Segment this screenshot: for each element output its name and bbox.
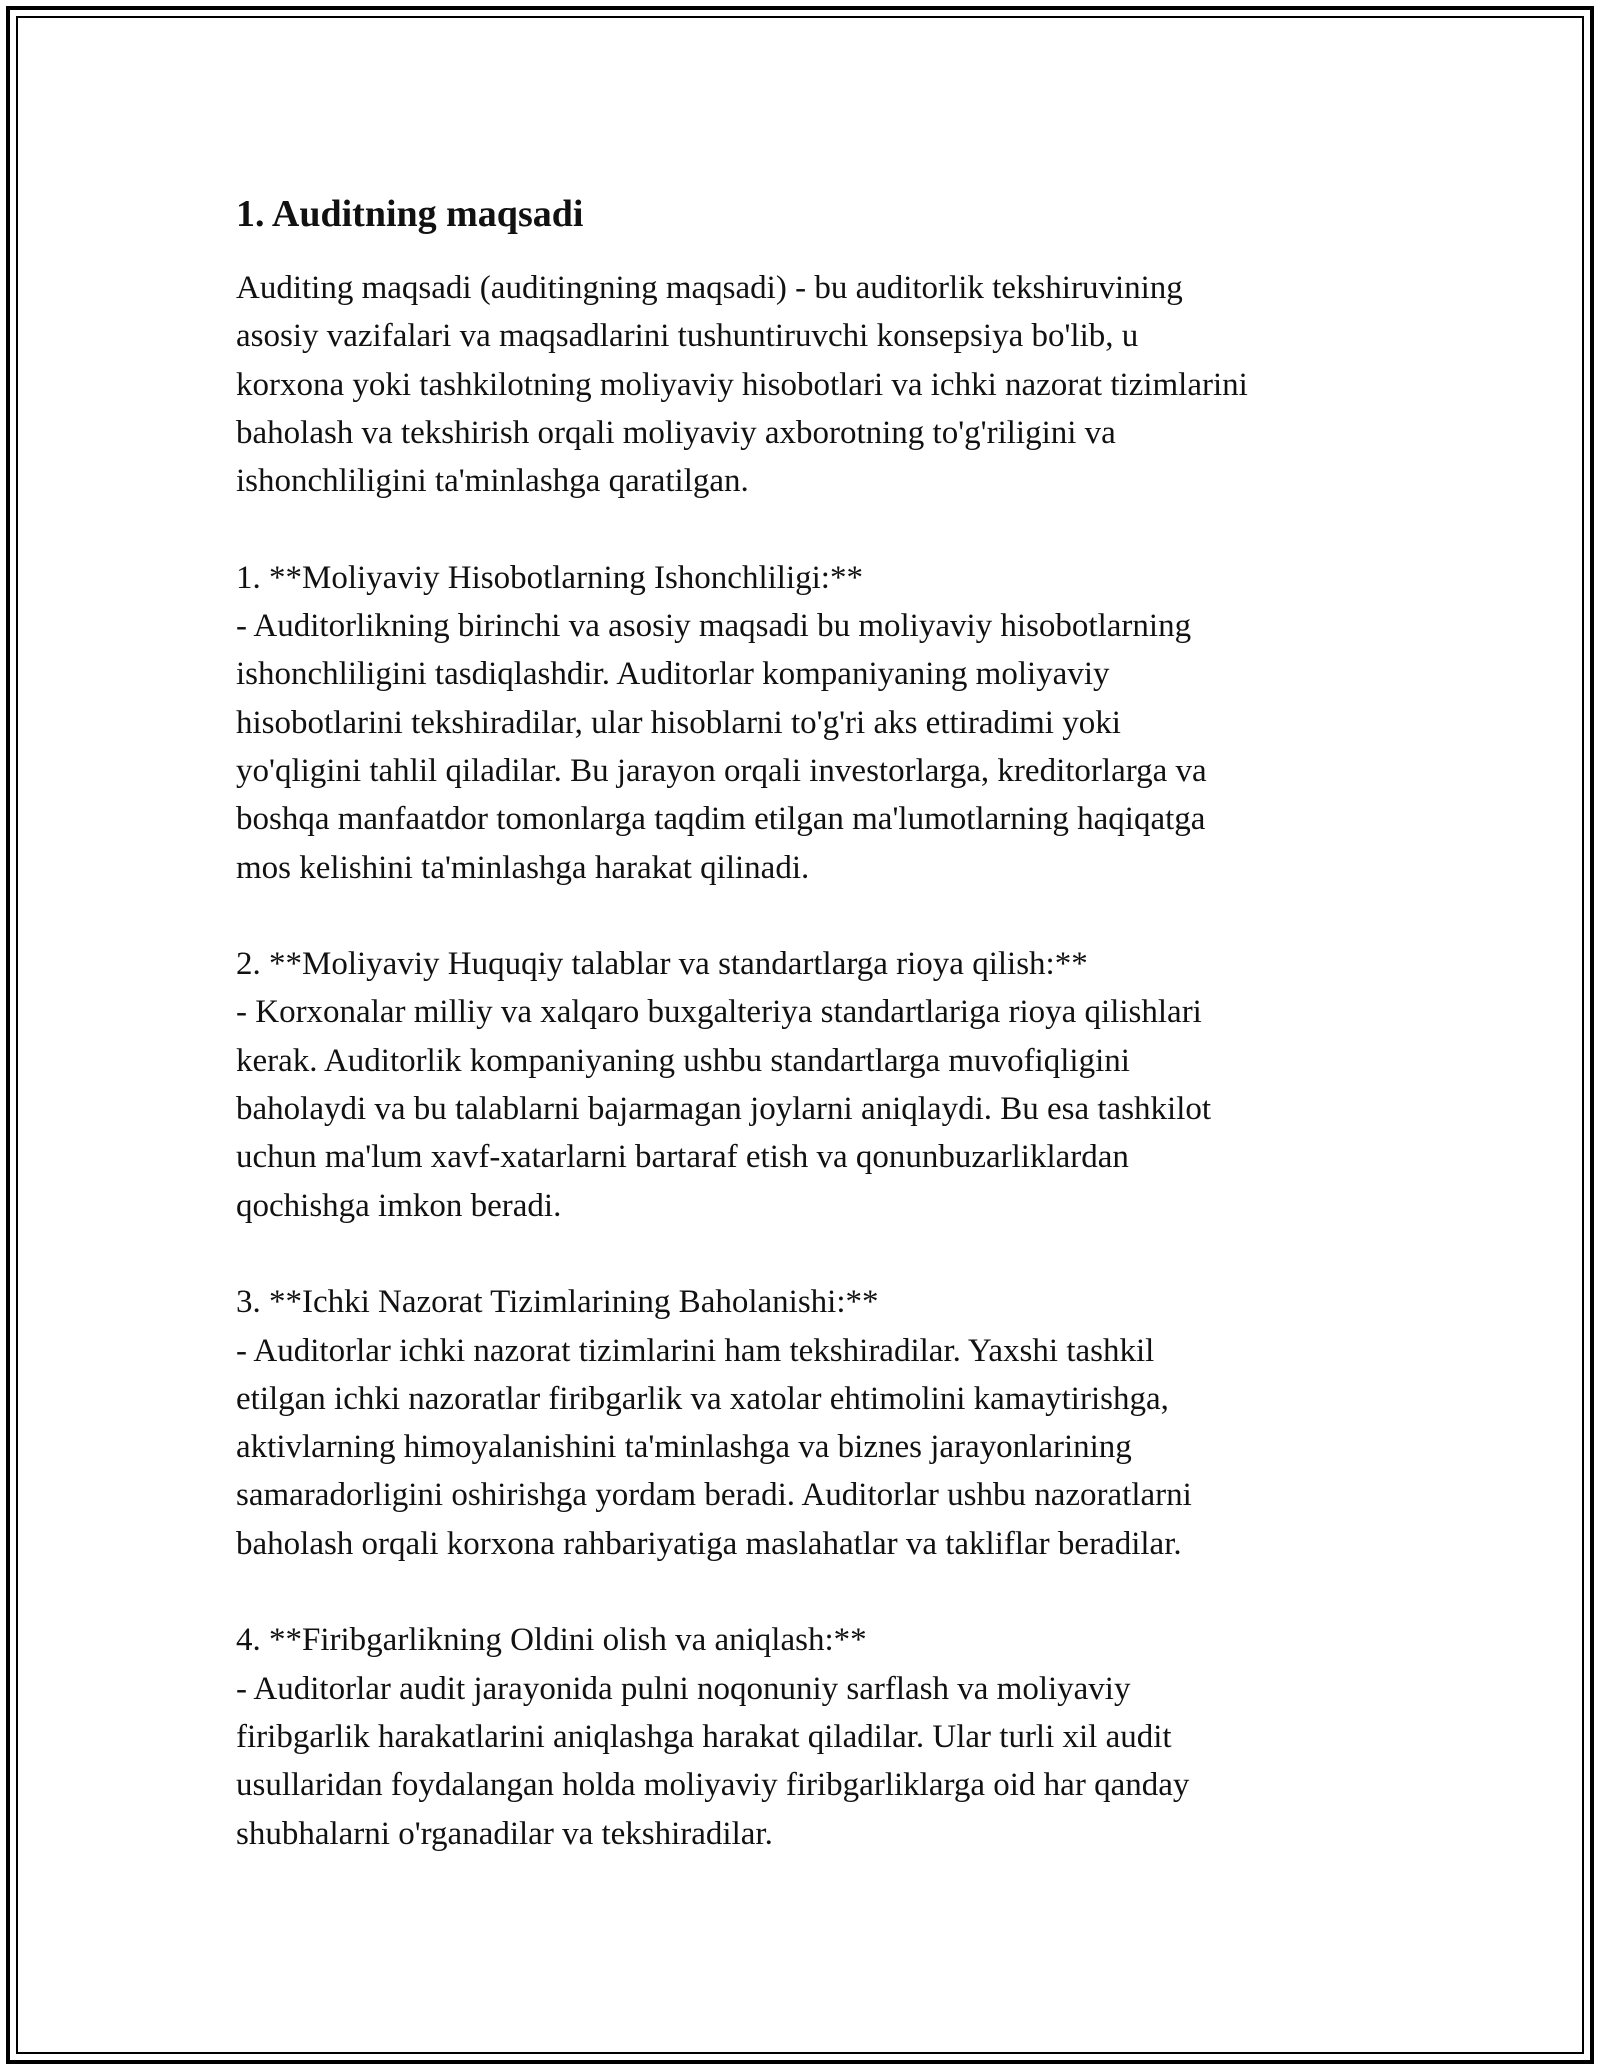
- document-heading: 1. Auditning maqsadi: [236, 193, 584, 235]
- paragraph-gap: [236, 505, 1386, 553]
- section-3: [236, 1278, 1386, 1568]
- section-3-body: - Auditorlar ichki nazorat tizimlarini ham tekshiradilar. Yaxshi tashkil etilgan ichki nazoratlar firibgarlik va xatolar ehtimolini kamaytirishga, aktivlarning himoyalanishini ta'minlashga va biznes jarayonlarining samaradorligini oshirishga yordam beradi. Auditorlar ushbu nazoratlarni baholash orqali korxona rahbariyatiga maslahatlar va takliflar beradilar.: [236, 1332, 1192, 1562]
- section-3-title: 3. **Ichki Nazorat Tizimlarining Baholanishi:**: [236, 1284, 879, 1321]
- section-4: [236, 1616, 1386, 1857]
- paragraph-gap: [236, 892, 1386, 940]
- document-body: [236, 186, 1386, 1858]
- section-2-body: - Korxonalar milliy va xalqaro buxgalteriya standartlariga rioya qilishlari kerak. Auditorlik kompaniyaning ushbu standartlarga muvofiqligini baholaydi va bu talablarni bajarmagan joylarni aniqlaydi. Bu esa tashkilot uchun ma'lum xavf-xatarlarni bartaraf etish va qonunbuzarliklardan qochishga imkon beradi.: [236, 994, 1212, 1224]
- section-2: [236, 940, 1386, 1230]
- section-1: [236, 554, 1386, 892]
- section-2-title: 2. **Moliyaviy Huquqiy talablar va standartlarga rioya qilish:**: [236, 946, 1088, 983]
- section-1-title: 1. **Moliyaviy Hisobotlarning Ishonchliligi:**: [236, 559, 863, 596]
- section-1-body: - Auditorlikning birinchi va asosiy maqsadi bu moliyaviy hisobotlarning ishonchliligini tasdiqlashdir. Auditorlar kompaniyaning moliyaviy hisobotlarini tekshiradilar, ular hisoblarni to'g'ri aks ettiradimi yoki yo'qligini tahlil qiladilar. Bu jarayon orqali investorlarga, kreditorlarga va boshqa manfaatdor tomonlarga taqdim etilgan ma'lumotlarning haqiqatga mos kelishini ta'minlashga harakat qilinadi.: [236, 608, 1207, 886]
- section-4-title: 4. **Firibgarlikning Oldini olish va aniqlash:**: [236, 1622, 867, 1659]
- paragraph-gap: [236, 1230, 1386, 1278]
- intro-paragraph: Auditing maqsadi (auditingning maqsadi) - bu auditorlik tekshiruvining asosiy vazifalari va maqsadlarini tushuntiruvchi konsepsiya bo'lib, u korxona yoki tashkilotning moliyaviy hisobotlari va ichki nazorat tizimlarini baholash va tekshirish orqali moliyaviy axborotning to'g'riligini va ishonchliligini ta'minlashga qaratilgan.: [236, 270, 1248, 500]
- paragraph-gap: [236, 1568, 1386, 1616]
- section-4-body: - Auditorlar audit jarayonida pulni noqonuniy sarflash va moliyaviy firibgarlik harakatlarini aniqlashga harakat qiladilar. Ular turli xil audit usullaridan foydalangan holda moliyaviy firibgarliklarga oid har qanday shubhalarni o'rganadilar va tekshiradilar.: [236, 1670, 1190, 1852]
